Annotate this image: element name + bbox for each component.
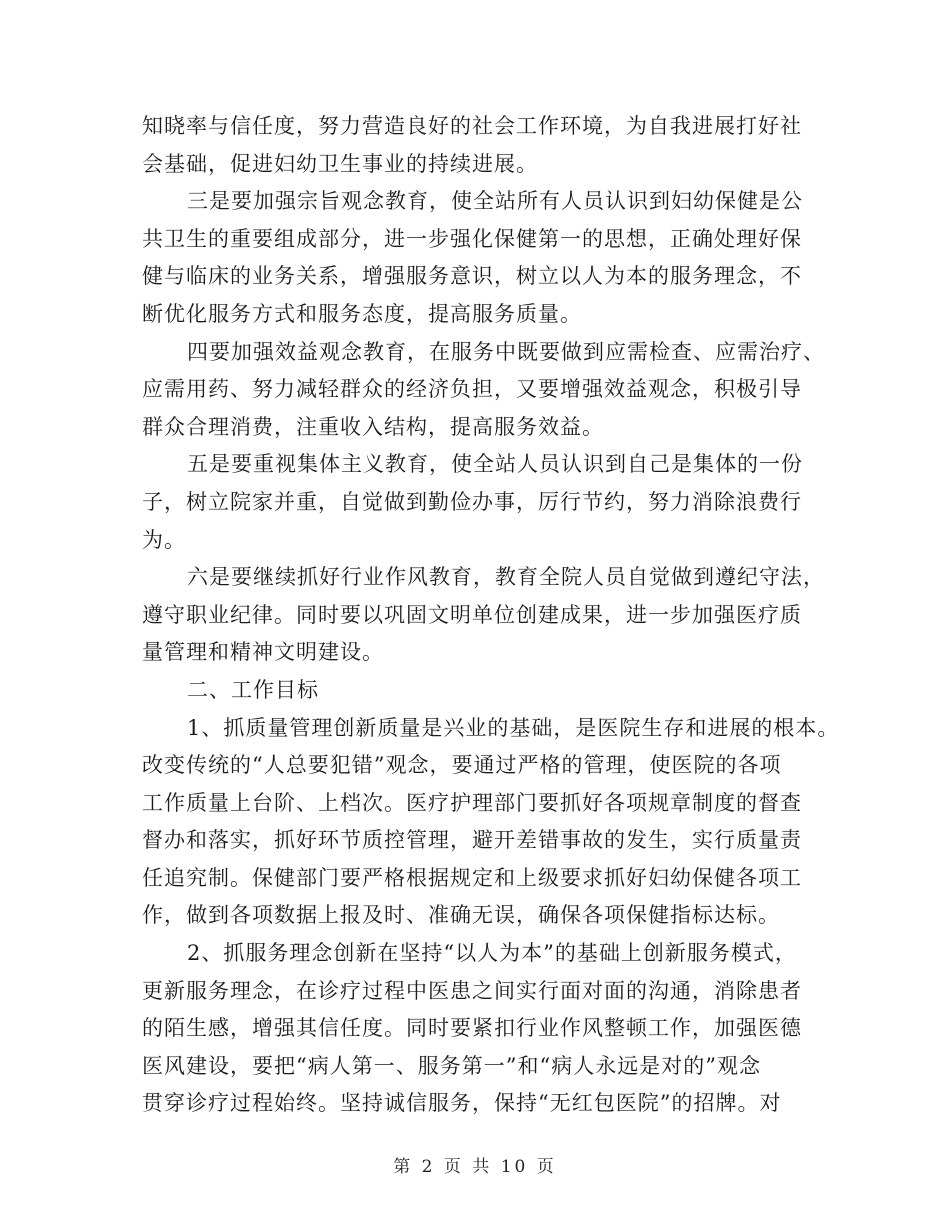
text-line: 子，树立院家并重，自觉做到勤俭办事，厉行节约，努力消除浪费行 xyxy=(142,489,802,514)
text-line: 督办和落实，抓好环节质控管理，避开差错事故的发生，实行质量责 xyxy=(142,828,802,853)
text-line: 知晓率与信任度，努力营造良好的社会工作环境，为自我进展打好社 xyxy=(142,114,802,138)
text-line: 遵守职业纪律。同时要以巩固文明单位创建成果，进一步加强医疗质 xyxy=(142,602,802,627)
text-line: 为。 xyxy=(142,527,186,552)
text-line: 的陌生感，增强其信任度。同时要紧扣行业作风整顿工作，加强医德 xyxy=(142,1016,802,1041)
text-line: 群众合理消费，注重收入结构，提高服务效益。 xyxy=(142,414,604,439)
text-line: 三是要加强宗旨观念教育，使全站所有人员认识到妇幼保健是公 xyxy=(187,189,803,214)
document-body xyxy=(142,108,842,1123)
text-line: 医风建设，要把“病人第一、服务第一”和“病人永远是对的”观念 xyxy=(142,1053,761,1078)
text-line: 量管理和精神文明建设。 xyxy=(142,640,384,665)
text-line: 二、工作目标 xyxy=(187,677,319,702)
text-line: 2、抓服务理念创新在坚持“以人为本”的基础上创新服务模式， xyxy=(187,941,797,966)
text-line: 1、抓质量管理创新质量是兴业的基础，是医院生存和进展的根本。 xyxy=(187,715,840,740)
text-line: 断优化服务方式和服务态度，提高服务质量。 xyxy=(142,301,582,326)
text-line: 四要加强效益观念教育，在服务中既要做到应需检查、应需治疗、 xyxy=(187,339,825,364)
text-line: 贯穿诊疗过程始终。坚持诚信服务，保持“无红包医院”的招牌。对 xyxy=(142,1091,782,1116)
text-line: 改变传统的“人总要犯错”观念，要通过严格的管理，使医院的各项 xyxy=(142,753,782,778)
text-line: 工作质量上台阶、上档次。医疗护理部门要抓好各项规章制度的督查 xyxy=(142,790,802,815)
text-line: 任追究制。保健部门要严格根据规定和上级要求抓好妇幼保健各项工 xyxy=(142,865,802,890)
page-footer: 第 2 页 共 10 页 xyxy=(393,1157,557,1177)
text-line: 更新服务理念，在诊疗过程中医患之间实行面对面的沟通，消除患者 xyxy=(142,978,802,1003)
text-line: 作，做到各项数据上报及时、准确无误，确保各项保健指标达标。 xyxy=(142,903,780,928)
text-line: 会基础，促进妇幼卫生事业的持续进展。 xyxy=(142,151,538,176)
text-line: 应需用药、努力减轻群众的经济负担，又要增强效益观念，积极引导 xyxy=(142,377,802,402)
text-line: 健与临床的业务关系，增强服务意识，树立以人为本的服务理念，不 xyxy=(142,264,802,289)
text-line: 六是要继续抓好行业作风教育，教育全院人员自觉做到遵纪守法， xyxy=(187,565,825,590)
text-line: 共卫生的重要组成部分，进一步强化保健第一的思想，正确处理好保 xyxy=(142,226,802,251)
text-line: 五是要重视集体主义教育，使全站人员认识到自己是集体的一份 xyxy=(187,452,803,477)
